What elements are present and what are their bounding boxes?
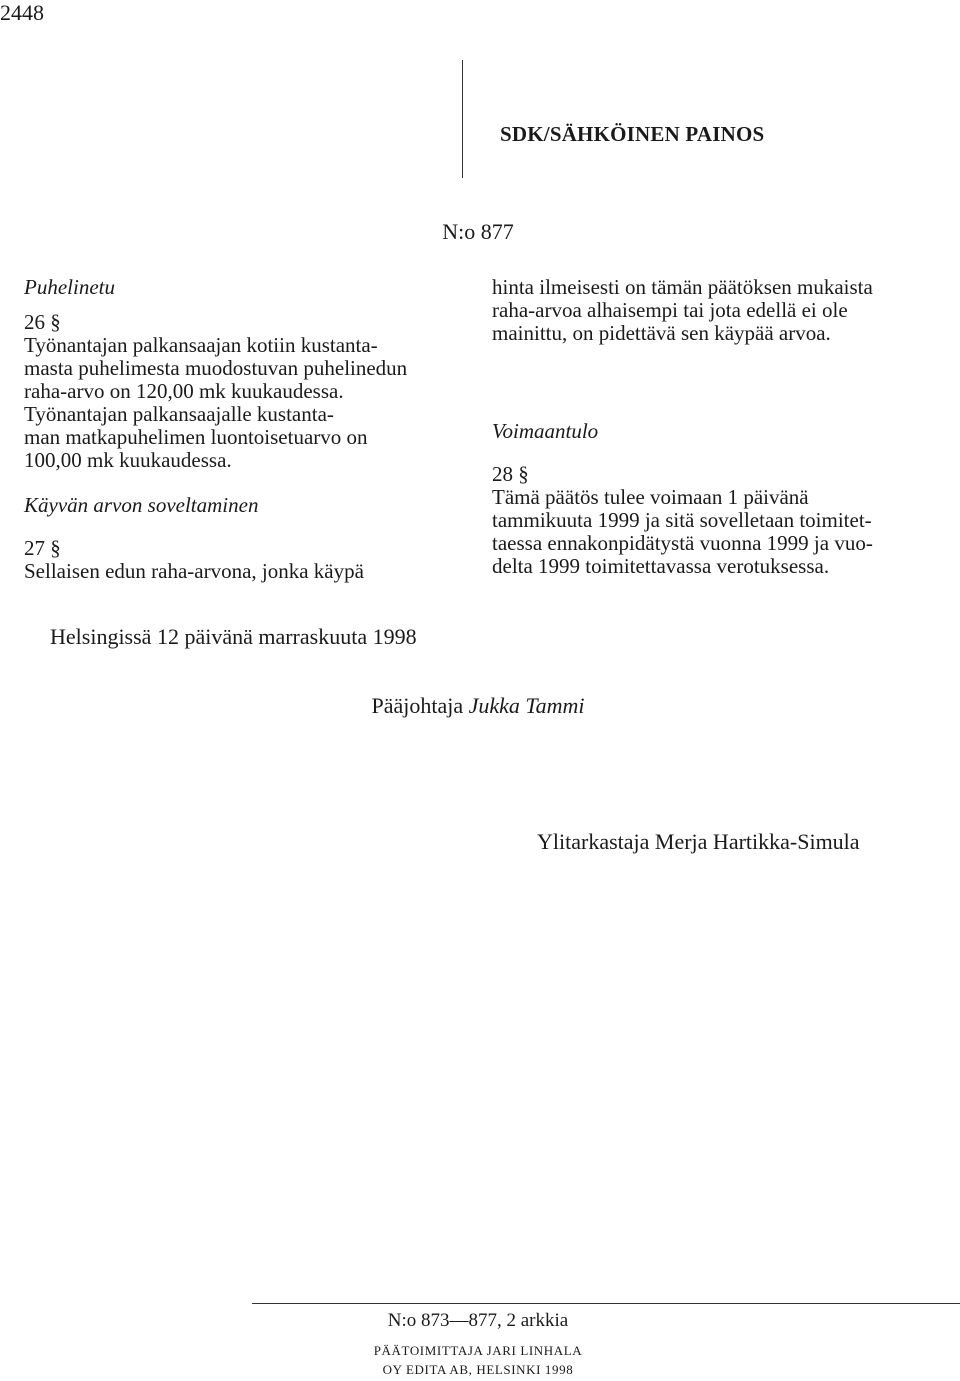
section-28-line: Tämä päätös tulee voimaan 1 päivänä bbox=[492, 485, 809, 509]
footer-issue-count: N:o 873—877, 2 arkkia bbox=[387, 1310, 569, 1331]
right-column bbox=[492, 276, 956, 578]
heading-phone-benefit: Puhelinetu bbox=[24, 275, 115, 299]
section-26-number: 26 § bbox=[24, 310, 61, 334]
signer-name: Jukka Tammi bbox=[468, 693, 585, 718]
continuation-line: raha-arvoa alhaisempi tai jota edellä ei ole bbox=[492, 298, 848, 322]
section-28-line: delta 1999 toimitettavassa verotuksessa. bbox=[492, 554, 830, 578]
edition-label: SDK/SÄHKÖINEN PAINOS bbox=[500, 122, 765, 146]
footer-editor: PÄÄTOIMITTAJA JARI LINHALA bbox=[373, 1343, 583, 1358]
page-number: 2448 bbox=[0, 0, 44, 25]
footer-publisher: OY EDITA AB, HELSINKI 1998 bbox=[382, 1362, 574, 1377]
heading-market-value: Käyvän arvon soveltaminen bbox=[24, 493, 259, 517]
section-28-line: tammikuuta 1999 ja sitä sovelletaan toimitet- bbox=[492, 508, 872, 532]
place-and-date: Helsingissä 12 päivänä marraskuuta 1998 bbox=[50, 624, 417, 649]
section-28-line: taessa ennakonpidätystä vuonna 1999 ja vuo- bbox=[492, 531, 873, 555]
signature-senior-inspector: Ylitarkastaja Merja Hartikka-Simula bbox=[537, 829, 860, 854]
section-28-number: 28 § bbox=[492, 462, 529, 486]
section-26-line: raha-arvo on 120,00 mk kuukaudessa. bbox=[24, 379, 344, 403]
signature-director-general bbox=[0, 693, 956, 719]
section-26-line: Työnantajan palkansaajalle kustanta- bbox=[24, 402, 334, 426]
continuation-line: mainittu, on pidettävä sen käypää arvoa. bbox=[492, 321, 831, 345]
signer-title: Pääjohtaja bbox=[371, 693, 464, 718]
section-26-line: masta puhelimesta muodostuvan puhelinedun bbox=[24, 356, 408, 380]
section-27-line: Sellaisen edun raha-arvona, jonka käypä bbox=[24, 559, 364, 583]
continuation-line: hinta ilmeisesti on tämän päätöksen mukaista bbox=[492, 275, 873, 299]
section-26-line: 100,00 mk kuukaudessa. bbox=[24, 448, 232, 472]
section-26-line: man matkapuhelimen luontoisetuarvo on bbox=[24, 425, 368, 449]
edition-divider bbox=[462, 60, 463, 178]
section-27-number: 27 § bbox=[24, 536, 61, 560]
left-column bbox=[24, 276, 462, 583]
heading-entry-into-force: Voimaantulo bbox=[492, 419, 599, 443]
decision-number: N:o 877 bbox=[442, 219, 514, 244]
section-26-line: Työnantajan palkansaajan kotiin kustanta- bbox=[24, 333, 378, 357]
footer-divider bbox=[252, 1303, 960, 1304]
